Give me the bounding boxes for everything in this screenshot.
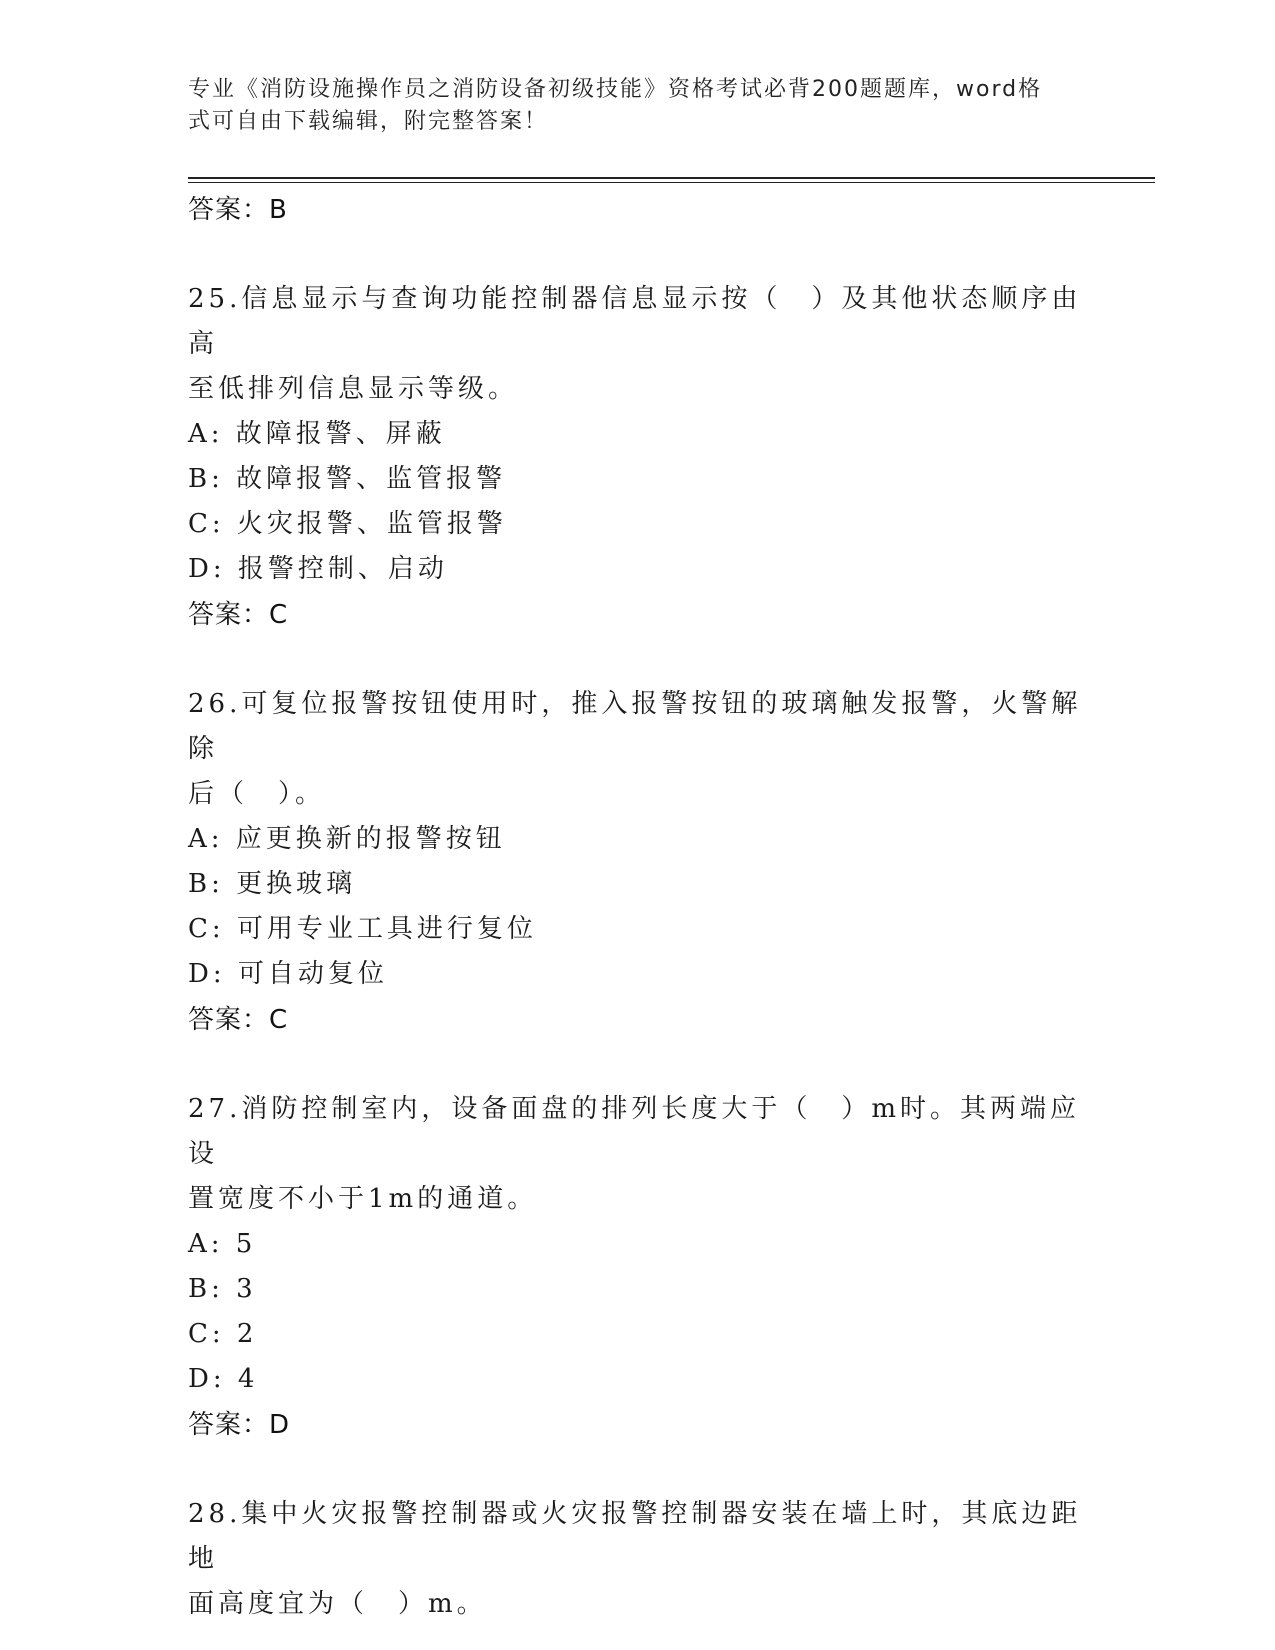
option-d: D: 报警控制、启动 bbox=[188, 554, 448, 584]
option-b: B: 故障报警、监管报警 bbox=[188, 464, 507, 494]
answer: 答案：C bbox=[188, 600, 289, 630]
option-c: C: 2 bbox=[188, 1319, 258, 1349]
header-line-2: 式可自由下载编辑，附完整答案！ bbox=[188, 109, 549, 134]
question-25 bbox=[188, 277, 1088, 638]
answer: 答案：C bbox=[188, 1005, 289, 1035]
answer: 答案：D bbox=[188, 1410, 291, 1440]
question-line-2: 置宽度不小于1m的通道。 bbox=[188, 1184, 538, 1214]
question-line-2: 面高度宜为（ ）m。 bbox=[188, 1589, 487, 1619]
header-line-1: 专业《消防设施操作员之消防设备初级技能》资格考试必背200题题库，word格 bbox=[188, 77, 1043, 102]
question-27 bbox=[188, 1087, 1088, 1448]
question-line-1: 28.集中火灾报警控制器或火灾报警控制器安装在墙上时，其底边距地 bbox=[188, 1499, 1082, 1574]
option-a: A: 5 bbox=[188, 1229, 257, 1259]
question-line-2: 后（ ）。 bbox=[188, 779, 326, 809]
question-28 bbox=[188, 1492, 1088, 1627]
option-c: C: 可用专业工具进行复位 bbox=[188, 914, 537, 944]
question-text bbox=[188, 277, 1088, 412]
option-d: D: 可自动复位 bbox=[188, 959, 388, 989]
option-b: B: 3 bbox=[188, 1274, 257, 1304]
header-divider-thick bbox=[188, 177, 1155, 179]
question-line-2: 至低排列信息显示等级。 bbox=[188, 374, 519, 404]
previous-answer: 答案：B bbox=[188, 195, 288, 225]
question-list bbox=[188, 187, 1088, 1627]
question-line-1: 26.可复位报警按钮使用时，推入报警按钮的玻璃触发报警，火警解除 bbox=[188, 689, 1082, 764]
header-divider-thin bbox=[188, 182, 1155, 183]
document-header bbox=[188, 74, 1068, 138]
question-26 bbox=[188, 682, 1088, 1043]
option-a: A: 故障报警、屏蔽 bbox=[188, 419, 446, 449]
question-text bbox=[188, 682, 1088, 817]
question-line-1: 27.消防控制室内，设备面盘的排列长度大于（ ）m时。其两端应设 bbox=[188, 1094, 1081, 1169]
question-text bbox=[188, 1087, 1088, 1222]
question-line-1: 25.信息显示与查询功能控制器信息显示按（ ）及其他状态顺序由高 bbox=[188, 284, 1082, 359]
option-d: D: 4 bbox=[188, 1364, 259, 1394]
option-b: B: 更换玻璃 bbox=[188, 869, 357, 899]
question-text bbox=[188, 1492, 1088, 1627]
option-a: A: 应更换新的报警按钮 bbox=[188, 824, 506, 854]
option-c: C: 火灾报警、监管报警 bbox=[188, 509, 507, 539]
